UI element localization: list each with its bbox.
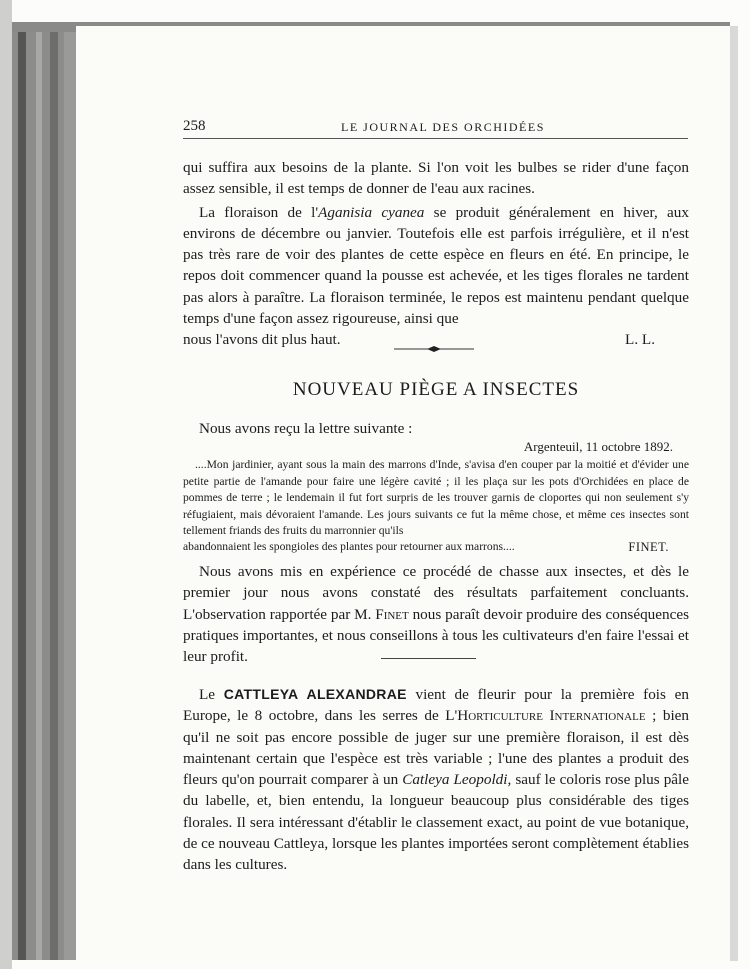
cattleya-text-b: vient de fleurir pour la première fois en Europe, le 8 octobre, dans les serres de [183, 686, 689, 725]
cattleya-block [183, 684, 689, 876]
letter-block [183, 418, 689, 556]
ornament-divider [394, 345, 474, 353]
letter-signature: FINET. [628, 540, 669, 555]
running-header [183, 118, 688, 139]
intro-block [183, 157, 689, 351]
letter-date: Argenteuil, 11 octobre 1892. [523, 439, 673, 455]
author-signature: L. L. [625, 331, 655, 349]
follow-text-b: nous paraît devoir produire des conséquences pratiques importantes, et nous conseillons à tous les cultivateurs d'en faire l'essai et leur profit. [183, 605, 689, 666]
follow-name: Finet [375, 605, 409, 623]
cattleya-compare: Catleya Leopoldi, [402, 771, 512, 789]
follow-block [183, 561, 689, 667]
letter-lead: Nous avons reçu la lettre suivante : [199, 420, 413, 437]
intro-paragraph: qui suffira aux besoins de la plante. Si l'on voit les bulbes se rider d'une façon assez sensible, il est temps de donner de l'eau aux racines. [183, 159, 689, 198]
cattleya-text-c: ; bien qu'il ne soit pas encore possible de juger sur une première floraison, il est dès maintenant certain que l'espèce est très variable ; l'une des plantes a produit des fleurs qu'on pourrait comparer à un [183, 707, 690, 789]
cattleya-text-d: sauf le coloris rose plus pâle du labelle, et, bien entendu, la longueur beaucoup plus considérable des tiges florales. Il sera intéressant d'établir le classement exact, au point de vue botanique, de ce nouveau Cattleya, lorsque les plantes importées seront complètement établies dans les cultures. [183, 771, 689, 874]
separator-rule [381, 658, 476, 659]
aganisia-species: Aganisia cyanea [318, 203, 425, 221]
aganisia-text-b: se produit généralement en hiver, aux environs de décembre ou janvier. Toutefois elle est parfois irrégulière, et il n'est pas très rare de voir des plantes de cette espèce en fleurs en été. En principe, le repos doit commencer quand la pousse est achevée, et les tiges florales ne tardent pas alors à paraître. La floraison terminée, le repos est maintenu pendant quelque temps d'une façon assez rigoureuse, ainsi que [183, 203, 689, 328]
aganisia-last-line: nous l'avons dit plus haut. [183, 331, 341, 349]
cattleya-firm: L'Horticulture Internationale [445, 707, 646, 725]
follow-paragraph [183, 561, 689, 667]
section-title: NOUVEAU PIÈGE A INSECTES [292, 379, 580, 400]
cattleya-text-a: Le [199, 686, 224, 703]
letter-closing [183, 539, 689, 555]
letter-last-line: abandonnaient les spongioles des plantes pour retourner aux marrons.... [183, 540, 515, 554]
letter-body: ....Mon jardinier, ayant sous la main des marrons d'Inde, s'avisa d'en couper par la moitié et d'évider une petite partie de l'amande pour faire une légère cavité ; il les plaça sur les pots d'Orchidées en place de pommes de terre ; le lendemain il fut fort surpris de les trouver garnis de cloportes qui non seulement s'y réfugiaient, mais dévoraient l'amande. Les jours suivants ce fut la même chose, et même ces insectes sont tellement friands des fruits du marronnier qu'ils [183, 458, 689, 537]
journal-title: LE JOURNAL DES ORCHIDÉES [341, 120, 545, 134]
follow-text-a: Nous avons mis en expérience ce procédé de chasse aux insectes, et dès le premier jour nous avons constaté des résultats parfaitement concluants. L'observation rapportée par M. [183, 563, 689, 623]
aganisia-paragraph [183, 202, 689, 330]
cattleya-name: CATTLEYA ALEXANDRAE [223, 686, 407, 702]
aganisia-text-a: La floraison de l' [199, 203, 319, 221]
page-number: 258 [183, 118, 206, 134]
cattleya-paragraph [183, 684, 689, 876]
